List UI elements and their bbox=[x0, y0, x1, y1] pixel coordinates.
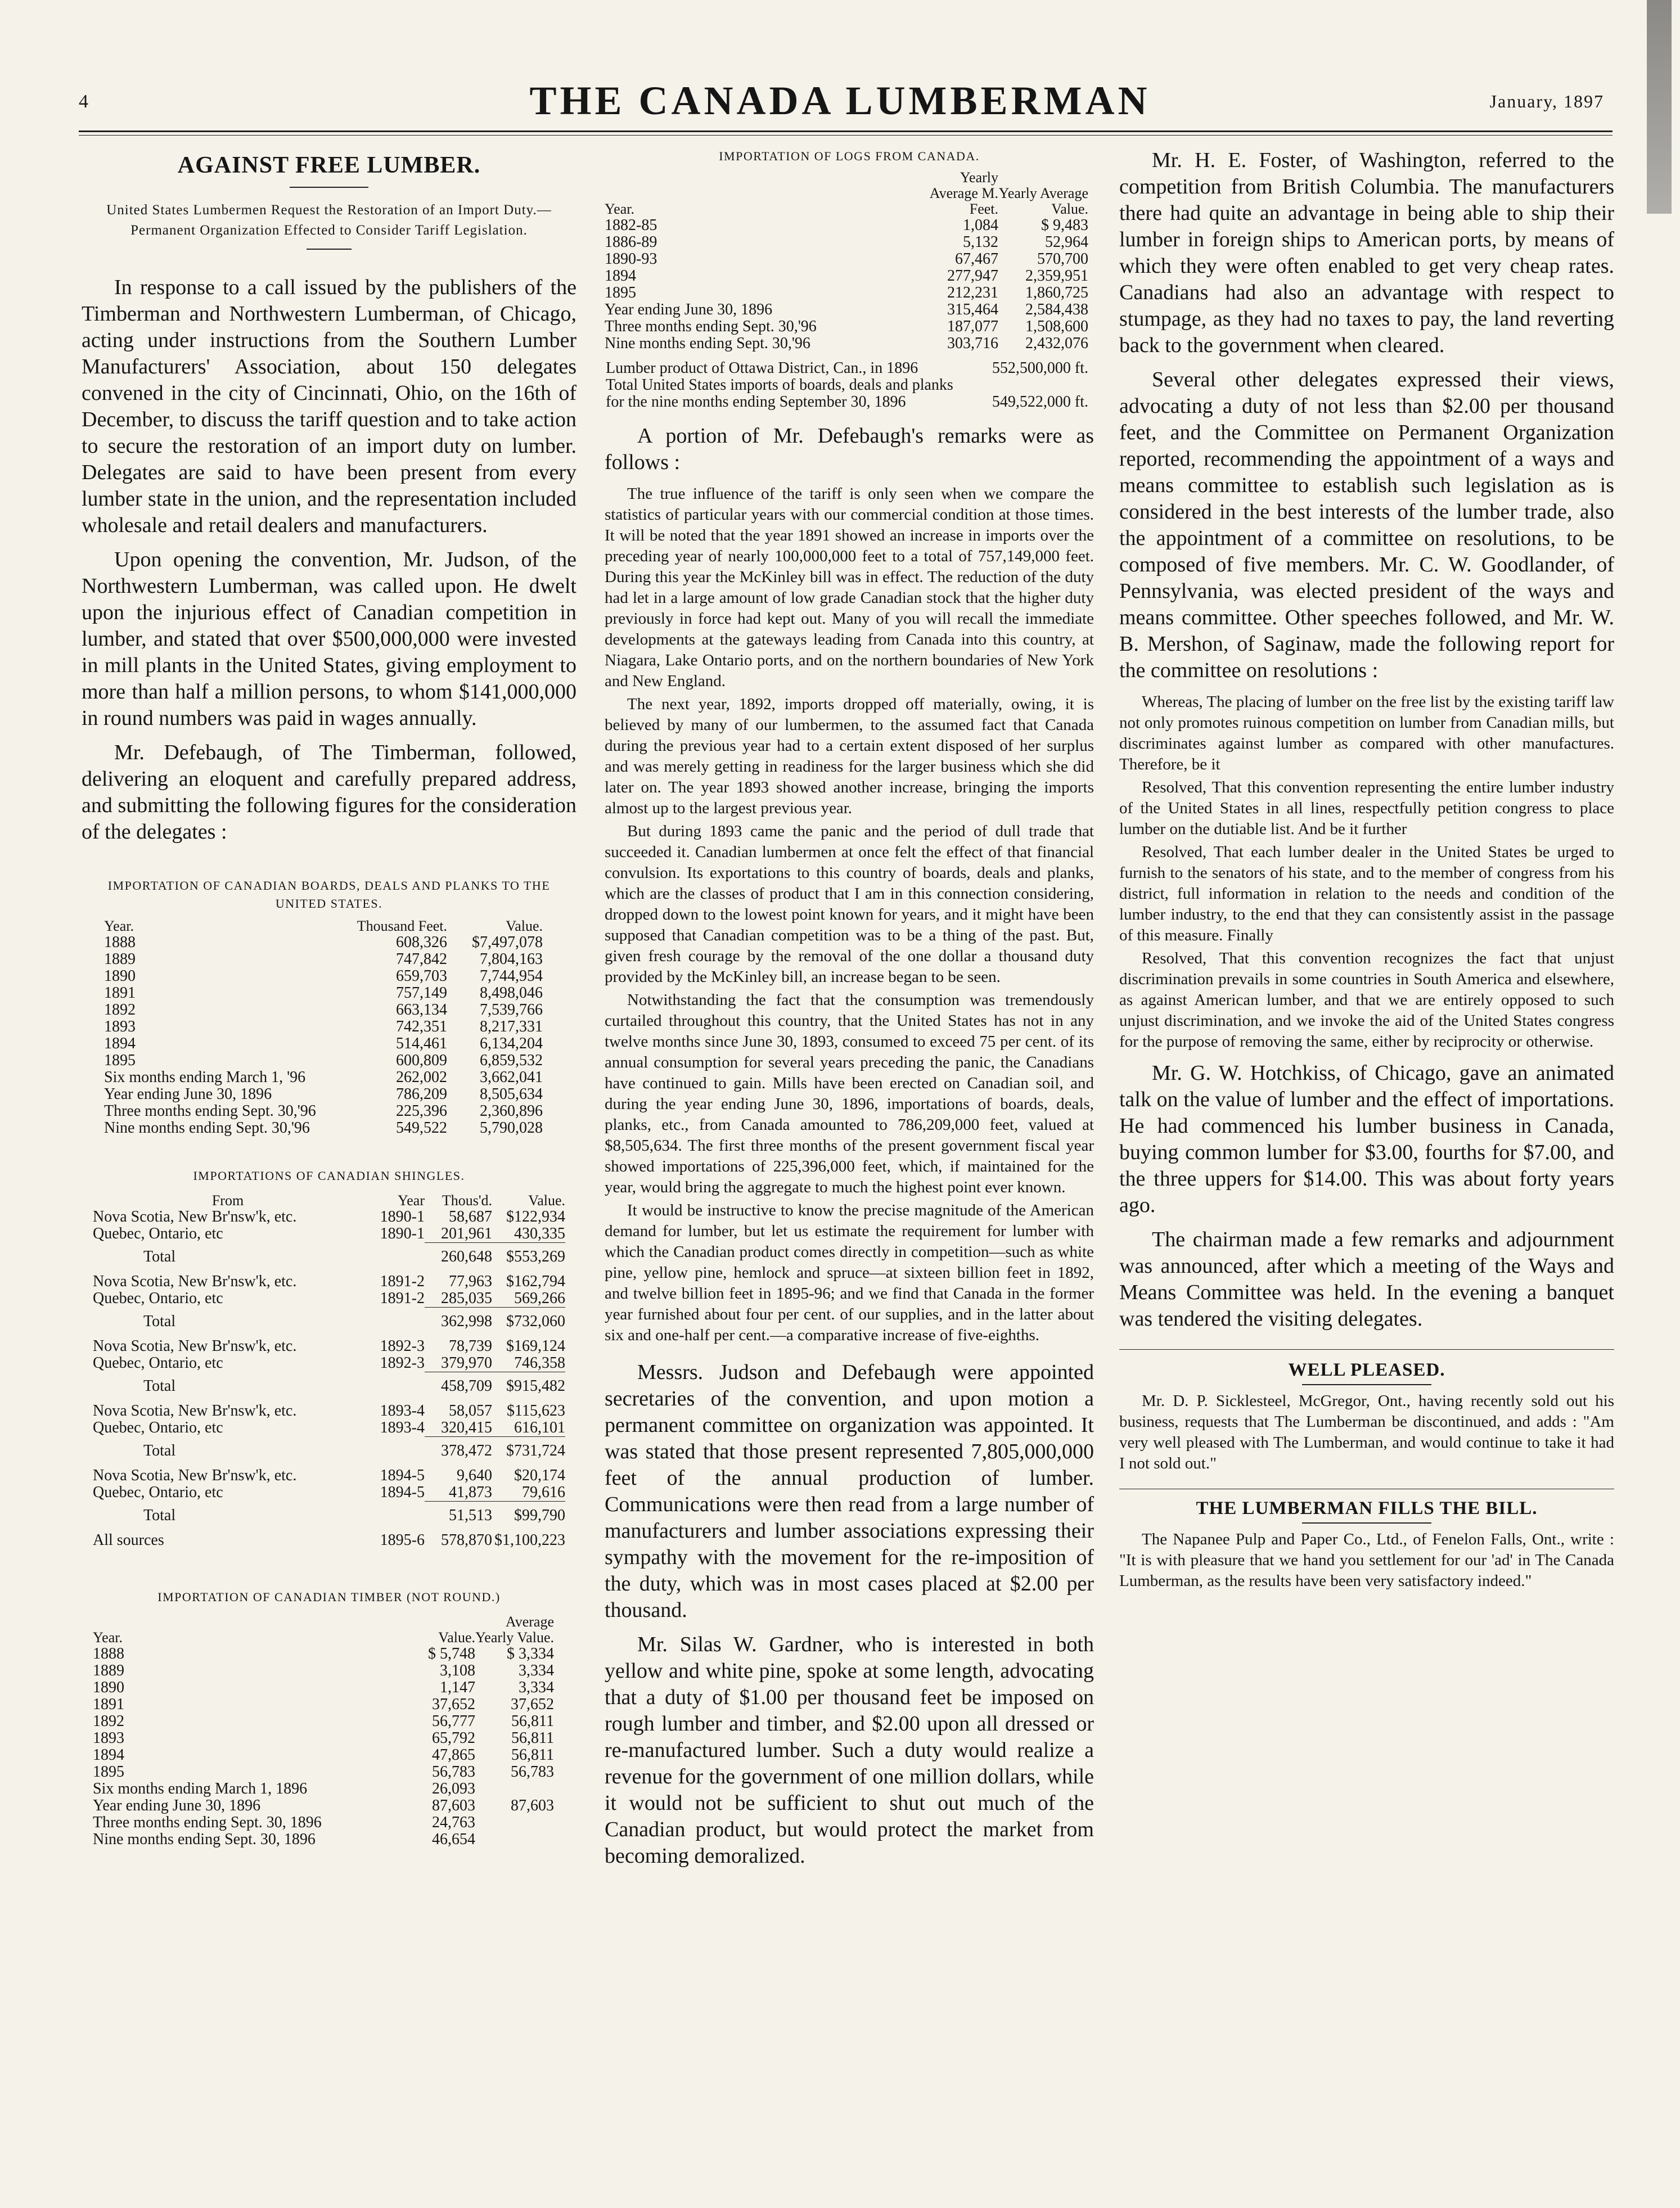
table-cell: 285,035 bbox=[441, 1290, 492, 1307]
column-2 bbox=[605, 147, 1094, 1869]
table-cell: 608,326 bbox=[396, 934, 447, 951]
table-cell: 663,134 bbox=[396, 1001, 447, 1019]
table-cell: 7,804,163 bbox=[480, 950, 543, 968]
table-cell: 212,231 bbox=[947, 284, 998, 301]
table-cell: 2,584,438 bbox=[1025, 301, 1088, 318]
total-label: Total bbox=[143, 1441, 176, 1459]
table-cell: 569,266 bbox=[514, 1290, 565, 1307]
table-cell: 1890-1 bbox=[380, 1208, 425, 1225]
table-cell: 24,763 bbox=[432, 1814, 475, 1831]
table-cell bbox=[475, 1831, 554, 1848]
table-cell: 56,811 bbox=[511, 1713, 554, 1730]
column-header: Year. bbox=[605, 201, 634, 217]
defebaugh-quote bbox=[605, 484, 1094, 1346]
total-row bbox=[93, 1308, 565, 1339]
table-cell: $122,934 bbox=[506, 1208, 565, 1225]
paragraph: Mr. G. W. Hotchkiss, of Chicago, gave an animated talk on the value of lumber and the effect of importations. He had commenced his lumber business in Canada, buying common lumber for $3.00, fourths for $7.00, and the three uppers for $14.00. This was about forty years ago. bbox=[1119, 1061, 1614, 1217]
table-cell: 56,777 bbox=[432, 1713, 475, 1730]
table-cell: 37,652 bbox=[511, 1696, 554, 1713]
total-value: $731,724 bbox=[492, 1437, 565, 1468]
row-label: Nine months ending Sept. 30, 1896 bbox=[93, 1831, 316, 1848]
table-cell: 5,790,028 bbox=[480, 1119, 543, 1137]
headline-rule bbox=[1302, 1522, 1431, 1524]
masthead-title: THE CANADA LUMBERMAN bbox=[529, 78, 1151, 123]
table-cell: $7,497,078 bbox=[472, 934, 543, 951]
table-cell: $20,174 bbox=[514, 1467, 565, 1484]
total-label: Total bbox=[143, 1247, 176, 1265]
table-cell: $169,124 bbox=[506, 1337, 565, 1355]
paragraph bbox=[605, 1632, 1094, 1869]
paragraph: Mr. H. E. Foster, of Washington, referred to the competition from British Columbia. The manufacturers there had quite an advantage in being able to ship their lumber in foreign ships to American ports, by means of which they were often enabled to get very cheap rates. Canadians had also an advantage with respect to stumpage, as they had no taxes to pay, the land reverting back to the government when cleared. bbox=[1119, 148, 1614, 357]
table-cell: 1,508,600 bbox=[1025, 318, 1088, 335]
note-value: 549,522,000 ft. bbox=[992, 393, 1088, 411]
article-body-2 bbox=[605, 423, 1094, 476]
table-cell: 87,603 bbox=[432, 1797, 475, 1814]
column-header: Yearly Average M. Feet. bbox=[929, 169, 998, 217]
total-value: $99,790 bbox=[492, 1502, 565, 1533]
row-label: 1882-85 bbox=[605, 217, 657, 234]
fills-bill-headline: THE LUMBERMAN FILLS THE BILL. bbox=[1196, 1498, 1538, 1518]
table-cell: 430,335 bbox=[514, 1225, 565, 1242]
row-label: Quebec, Ontario, etc bbox=[93, 1484, 223, 1502]
total-value: 260,648 bbox=[425, 1243, 492, 1274]
row-label: Year ending June 30, 1896 bbox=[104, 1085, 272, 1103]
row-label: Quebec, Ontario, etc bbox=[93, 1354, 223, 1372]
row-label: Three months ending Sept. 30,'96 bbox=[605, 318, 817, 335]
row-label: 1890 bbox=[104, 967, 136, 985]
table-cell: 2,359,951 bbox=[1025, 267, 1088, 285]
table-cell: 1891-2 bbox=[380, 1273, 425, 1290]
table-row bbox=[104, 968, 543, 985]
row-label: 1891 bbox=[93, 1696, 124, 1713]
note-label: Total United States imports of boards, deals and planks for the nine months ending September 30, 1896 bbox=[606, 376, 953, 411]
row-label: 1894 bbox=[605, 267, 636, 285]
row-label: 1895 bbox=[104, 1052, 136, 1069]
total-value: 362,998 bbox=[425, 1308, 492, 1339]
column-header: Year bbox=[398, 1192, 425, 1209]
row-label: 1889 bbox=[104, 950, 136, 968]
table-row bbox=[93, 1747, 554, 1764]
table-row bbox=[93, 1679, 554, 1696]
table-row bbox=[93, 1814, 554, 1831]
row-label: 1893 bbox=[104, 1018, 136, 1035]
paragraph: Upon opening the convention, Mr. Judson, of the Northwestern Lumberman, was called upon. He dwelt upon the injurious effect of Canadian competition in lumber, and stated that over $500,000,000 were invested in mill plants in the United States, giving employment to more than half a million persons, to whom $141,000,000 in round numbers was paid in wages annually. bbox=[82, 548, 576, 730]
table-cell: 8,498,046 bbox=[480, 984, 543, 1002]
total-label: Total bbox=[143, 1377, 176, 1395]
table-cell: 277,947 bbox=[947, 267, 998, 285]
row-label: Three months ending Sept. 30,'96 bbox=[104, 1102, 316, 1120]
table-cell: 201,961 bbox=[441, 1225, 492, 1242]
table-row bbox=[104, 1035, 543, 1052]
article-body-3 bbox=[605, 1359, 1094, 1869]
row-label: Year ending June 30, 1896 bbox=[605, 301, 773, 318]
row-label: Nine months ending Sept. 30,'96 bbox=[605, 335, 810, 352]
table-cell: 1890-1 bbox=[380, 1225, 425, 1243]
table-row bbox=[605, 335, 1088, 352]
table-row bbox=[93, 1420, 565, 1437]
column-header: Value. bbox=[438, 1629, 475, 1646]
table-row bbox=[605, 301, 1088, 318]
table-row bbox=[605, 217, 1088, 234]
row-label: 1889 bbox=[93, 1662, 124, 1679]
total-row bbox=[93, 1437, 565, 1468]
table-cell: 746,358 bbox=[514, 1354, 565, 1372]
table-row bbox=[104, 985, 543, 1002]
total-value: 378,472 bbox=[425, 1437, 492, 1468]
well-pleased-headline: WELL PLEASED. bbox=[1288, 1360, 1445, 1380]
table-row bbox=[93, 1646, 554, 1662]
column-1 bbox=[82, 147, 576, 1848]
row-label: Three months ending Sept. 30, 1896 bbox=[93, 1814, 322, 1831]
table-row bbox=[605, 285, 1088, 301]
table-cell: $ 3,334 bbox=[507, 1645, 554, 1662]
article-deck: United States Lumbermen Request the Restoration of an Import Duty.—Permanent Organization Effected to Consider Tariff Legislation. bbox=[106, 202, 552, 238]
note-value: 552,500,000 ft. bbox=[992, 359, 1088, 377]
column-header: Yearly Average Value. bbox=[998, 185, 1088, 217]
row-label: 1888 bbox=[93, 1645, 124, 1662]
table-row bbox=[93, 1484, 565, 1502]
column-header: Thousand Feet. bbox=[357, 918, 447, 934]
row-label: Quebec, Ontario, etc bbox=[93, 1290, 223, 1308]
table-row bbox=[605, 318, 1088, 335]
column-3 bbox=[1119, 147, 1614, 1594]
table-row bbox=[104, 951, 543, 968]
row-label: Nova Scotia, New Br'nsw'k, etc. bbox=[93, 1273, 297, 1290]
table-cell: 8,217,331 bbox=[480, 1018, 543, 1035]
table-row bbox=[93, 1209, 565, 1225]
column-header: Value. bbox=[528, 1192, 565, 1209]
deck-rule bbox=[307, 249, 352, 250]
quote-paragraph: It would be instructive to know the precise magnitude of the American demand for lumber, but let us estimate the requirement for lumber with which the Canadian product comes directly in competition—such as white pine, yellow pine, hemlock and spruce—at sixteen billion feet in 1892, and twelve billion feet in 1895-96; and we find that Canada in the former year furnished about four per cent. of our supplies, and in the latter about six and one-half per cent.—a comparative increase of five-eighths. bbox=[605, 1201, 1094, 1344]
table-row bbox=[93, 1713, 554, 1730]
note-label: Lumber product of Ottawa District, Can., in 1896 bbox=[606, 359, 918, 377]
table-row bbox=[104, 1002, 543, 1019]
row-label: Year ending June 30, 1896 bbox=[93, 1797, 261, 1814]
column-header: Thous'd. bbox=[442, 1192, 492, 1209]
table-cell: 6,859,532 bbox=[480, 1052, 543, 1069]
total-label: Total bbox=[143, 1312, 176, 1330]
table-cell: 56,783 bbox=[432, 1763, 475, 1781]
table-cell: 77,963 bbox=[449, 1273, 492, 1290]
table-cell: 262,002 bbox=[396, 1069, 447, 1086]
row-label: Nova Scotia, New Br'nsw'k, etc. bbox=[93, 1402, 297, 1420]
table-cell: $115,623 bbox=[507, 1402, 565, 1420]
table-cell: 79,616 bbox=[522, 1484, 565, 1501]
table-cell: 7,539,766 bbox=[480, 1001, 543, 1019]
row-label: Nova Scotia, New Br'nsw'k, etc. bbox=[93, 1337, 297, 1355]
all-sources-row bbox=[93, 1532, 565, 1549]
row-label: 1892 bbox=[104, 1001, 136, 1019]
row-label: 1894 bbox=[93, 1746, 124, 1764]
masthead-rule-thin bbox=[79, 135, 1613, 136]
table-cell: $162,794 bbox=[506, 1273, 565, 1290]
table-cell: 56,811 bbox=[511, 1746, 554, 1764]
row-label: 1886-89 bbox=[605, 233, 657, 251]
resolutions bbox=[1119, 692, 1614, 1052]
table-cell: 786,209 bbox=[396, 1085, 447, 1103]
logs-table bbox=[605, 170, 1088, 352]
table-cell: 616,101 bbox=[514, 1419, 565, 1436]
resolution: Whereas, The placing of lumber on the free list by the existing tariff law not only promotes ruinous competition on lumber from Canadian mills, but discriminates against lumber as compared with other manufactures. Therefore, be it bbox=[1119, 693, 1614, 773]
headline-rule bbox=[290, 187, 368, 188]
row-label: Nova Scotia, New Br'nsw'k, etc. bbox=[93, 1467, 297, 1484]
table-row bbox=[605, 234, 1088, 251]
table-cell: 65,792 bbox=[432, 1729, 475, 1747]
table-cell: 225,396 bbox=[396, 1102, 447, 1120]
table-cell: 1892-3 bbox=[380, 1337, 425, 1355]
timber-table bbox=[93, 1614, 554, 1848]
table-cell: 7,744,954 bbox=[480, 967, 543, 985]
fills-bill-notice bbox=[1119, 1529, 1614, 1592]
table-cell: 1894-5 bbox=[380, 1484, 425, 1502]
table-row bbox=[104, 934, 543, 951]
total-row bbox=[93, 1502, 565, 1533]
table-cell: 315,464 bbox=[947, 301, 998, 318]
table-row bbox=[93, 1403, 565, 1420]
table-cell: 1893-4 bbox=[380, 1419, 425, 1437]
row-label: 1890 bbox=[93, 1679, 124, 1696]
table-cell: 1895-6 bbox=[380, 1531, 425, 1549]
row-label: 1895 bbox=[605, 284, 636, 301]
shingles-table bbox=[93, 1193, 565, 1549]
table-row bbox=[605, 268, 1088, 285]
article-body-5 bbox=[1119, 1060, 1614, 1332]
paragraph: Messrs. Judson and Defebaugh were appointed secretaries of the convention, and upon motion a permanent committee on organization was appointed. It was stated that those present represented 7,805,000,000 feet of the annual production of lumber. Communications were then read from a large number of manufacturers and lumber associations expressing their sympathy with the movement for the re-imposition of the duty, which was in most cases placed at $2.00 per thousand. bbox=[605, 1360, 1094, 1622]
article-headline: AGAINST FREE LUMBER. bbox=[177, 152, 481, 178]
logs-notes bbox=[605, 360, 1088, 411]
table-cell: 78,739 bbox=[449, 1337, 492, 1355]
table-cell: 46,654 bbox=[432, 1831, 475, 1848]
table-row bbox=[93, 1225, 565, 1243]
row-label: 1888 bbox=[104, 934, 136, 951]
table-cell: 570,700 bbox=[1037, 250, 1088, 268]
table-row bbox=[104, 1086, 543, 1103]
table-cell: 514,461 bbox=[396, 1035, 447, 1052]
table-row bbox=[93, 1662, 554, 1679]
row-label: Quebec, Ontario, etc bbox=[93, 1225, 223, 1243]
table-cell: 578,870 bbox=[441, 1531, 492, 1549]
row-label: Nova Scotia, New Br'nsw'k, etc. bbox=[93, 1208, 297, 1225]
notice-text: The Napanee Pulp and Paper Co., Ltd., of Fenelon Falls, Ont., write : "It is with pleasure that we hand you settlement for our 'ad' in The Canada Lumberman, as the results have been very satisfactory indeed." bbox=[1119, 1530, 1614, 1590]
quote-paragraph: But during 1893 came the panic and the period of dull trade that succeeded it. Canadian lumbermen at once felt the effect of that financial convulsion. Its exportations to this country of boards, deals and planks, which are the classes of product that I am in this connection considering, dropped down to the lowest point known for years, and it might have been supposed that Canadian competition was to be a thing of the past. But, given fresh courage by the removal of the one dollar a thousand duty provided by the McKinley bill, an increase began to be seen. bbox=[605, 822, 1094, 986]
row-label: Six months ending March 1, '96 bbox=[104, 1069, 306, 1086]
table-row bbox=[93, 1831, 554, 1848]
well-pleased-notice bbox=[1119, 1391, 1614, 1474]
row-label: All sources bbox=[93, 1531, 164, 1549]
row-label: Six months ending March 1, 1896 bbox=[93, 1780, 308, 1797]
table-cell: 659,703 bbox=[396, 967, 447, 985]
table-cell: 9,640 bbox=[457, 1467, 492, 1484]
row-label: 1890-93 bbox=[605, 250, 657, 268]
table-cell: 1894-5 bbox=[380, 1467, 425, 1484]
total-label: Total bbox=[143, 1506, 176, 1524]
total-value: $915,482 bbox=[492, 1372, 565, 1403]
table-cell: 757,149 bbox=[396, 984, 447, 1002]
table-row bbox=[93, 1797, 554, 1814]
paragraph: In response to a call issued by the publishers of the Timberman and Northwestern Lumberman, of Chicago, acting under instructions from the Southern Lumber Manufacturers' Association, about 150 delegates convened in the city of Cincinnati, Ohio, on the 16th of December, to discuss the tariff question and to take action to secure the restoration of an import duty on lumber. Delegates are said to have been present from every lumber state in the union, and the representation included wholesale and retail dealers and manufacturers. bbox=[82, 276, 576, 537]
table-cell: 37,652 bbox=[432, 1696, 475, 1713]
boards-table bbox=[104, 918, 543, 1137]
column-header: Value. bbox=[506, 918, 543, 934]
notice-text: Mr. D. P. Sicklesteel, McGregor, Ont., having recently sold out his business, requests that The Lumberman be discontinued, and adds : "Am very well pleased with The Lumberman, and would continue to take it had I not sold out." bbox=[1119, 1392, 1614, 1472]
table-cell: 56,783 bbox=[511, 1763, 554, 1781]
table-row bbox=[104, 1019, 543, 1035]
table-row bbox=[93, 1764, 554, 1781]
table-cell: 549,522 bbox=[396, 1119, 447, 1137]
page-number: 4 bbox=[79, 91, 88, 112]
total-row bbox=[93, 1372, 565, 1403]
table-cell: 600,809 bbox=[396, 1052, 447, 1069]
row-label: 1891 bbox=[104, 984, 136, 1002]
masthead-rule bbox=[79, 130, 1613, 132]
table-cell: 1,147 bbox=[440, 1679, 475, 1696]
table-cell: 1891-2 bbox=[380, 1290, 425, 1308]
table-cell bbox=[475, 1781, 554, 1797]
table-row bbox=[93, 1273, 565, 1290]
headline-rule bbox=[1302, 1384, 1431, 1385]
table-row bbox=[93, 1355, 565, 1372]
table-cell: 3,334 bbox=[519, 1679, 554, 1696]
table-cell: 58,057 bbox=[449, 1402, 492, 1420]
table-row bbox=[93, 1696, 554, 1713]
table-cell: 742,351 bbox=[396, 1018, 447, 1035]
table-cell: 1892-3 bbox=[380, 1354, 425, 1372]
quote-paragraph: The next year, 1892, imports dropped off materially, owing, it is believed by many of our lumbermen, to the assumed fact that Canada during the previous year had to a certain extent disposed of her surplus and was merely getting in readiness for the larger business which she did later on. The year 1893 showed another increase, bringing the imports almost up to the largest previous year. bbox=[605, 695, 1094, 817]
table-row bbox=[93, 1338, 565, 1355]
table-row bbox=[93, 1781, 554, 1797]
quote-paragraph: The true influence of the tariff is only seen when we compare the statistics of particular years with our commercial condition at those times. It will be noted that the year 1891 showed an increase in imports over the preceding year of nearly 100,000,000 feet to a total of 757,149,000 feet. During this year the McKinley bill was in effect. The reduction of the duty had let in a large amount of low grade Canadian stock that the higher duty previously in force had kept out. Many of you will recall the immediate developments at the gateways leading from Canada into this country, at Niagara, Lake Ontario ports, and on the northern boundaries of New York and New England. bbox=[605, 485, 1094, 690]
row-label: 1893 bbox=[93, 1729, 124, 1747]
paragraph: Mr. Defebaugh, of The Timberman, followed, delivering an eloquent and carefully prepared address, and submitting the following figures for the consideration of the delegates : bbox=[82, 741, 576, 844]
table-cell: $ 9,483 bbox=[1041, 217, 1088, 234]
table-title-shingles: IMPORTATIONS OF CANADIAN SHINGLES. bbox=[193, 1169, 465, 1183]
table-cell: 47,865 bbox=[432, 1746, 475, 1764]
table-cell: 187,077 bbox=[947, 318, 998, 335]
row-label: Quebec, Ontario, etc bbox=[93, 1419, 223, 1437]
table-cell: 303,716 bbox=[947, 335, 998, 352]
table-cell: 26,093 bbox=[432, 1780, 475, 1797]
table-cell: 41,873 bbox=[449, 1484, 492, 1501]
table-cell: $ 5,748 bbox=[428, 1645, 475, 1662]
table-row bbox=[104, 1120, 543, 1137]
total-value: $732,060 bbox=[492, 1308, 565, 1339]
total-value: 51,513 bbox=[425, 1502, 492, 1533]
table-row bbox=[93, 1467, 565, 1484]
table-cell: 747,842 bbox=[396, 950, 447, 968]
table-cell: $1,100,223 bbox=[494, 1531, 565, 1549]
column-header: Year. bbox=[93, 1629, 123, 1646]
row-label: 1892 bbox=[93, 1713, 124, 1730]
total-value: 458,709 bbox=[425, 1372, 492, 1403]
resolution: Resolved, That this convention recognizes the fact that unjust discrimination prevails in some countries in South America and elsewhere, as against American lumber, and that we are entirely opposed to such unjust discrimination, and we invoke the aid of the United States congress for the purpose of removing the same, either by reciprocity or otherwise. bbox=[1119, 949, 1614, 1051]
table-cell: 1893-4 bbox=[380, 1402, 425, 1420]
paragraph-start: Mr. Silas W. Gardner, who is interested in both yellow and white pine, spoke at some length, advocating that a duty of $1.00 per thousand feet be imposed on rough lumber and timber, and $2.00 upon all dressed or re-manufactured lumber. Such a duty would realize a revenue for the government of one million dollars, while it would not be sufficient to shut out much of the Canadian product, but would protect the market from becoming demoralized. bbox=[605, 1633, 1094, 1868]
table-cell: 1,860,725 bbox=[1025, 284, 1088, 301]
table-cell: 3,662,041 bbox=[480, 1069, 543, 1086]
table-title-boards: IMPORTATION OF CANADIAN BOARDS, DEALS AND PLANKS TO THE UNITED STATES. bbox=[107, 878, 551, 911]
table-cell: 3,108 bbox=[440, 1662, 475, 1679]
row-label: 1895 bbox=[93, 1763, 124, 1781]
table-title-timber: IMPORTATION OF CANADIAN TIMBER (NOT ROUND.) bbox=[157, 1590, 501, 1604]
table-cell: 58,687 bbox=[449, 1208, 492, 1225]
total-row bbox=[93, 1243, 565, 1274]
table-cell: 67,467 bbox=[955, 250, 998, 268]
paragraph: A portion of Mr. Defebaugh's remarks were as follows : bbox=[605, 424, 1094, 474]
quote-paragraph: Notwithstanding the fact that the consumption was tremendously curtailed throughout this country, that the United States has not in any twelve months since June 30, 1893, consumed to exceed 75 per cent. of its annual consumption for several years preceding the panic, the Canadians have continued to gain. Mills have been erected on Canadian soil, and during the year ending June 30, 1896, importations of boards, deals, planks, etc., from Canada amounted to 786,209,000 feet, valued at $8,505,634. The first three months of the present government fiscal year showed importations of 225,396,000 feet, which, if maintained for the year, would bring the aggregate to much the highest point ever known. bbox=[605, 991, 1094, 1196]
table-row bbox=[104, 1069, 543, 1086]
table-title-logs: IMPORTATION OF LOGS FROM CANADA. bbox=[719, 149, 980, 163]
table-cell: 379,970 bbox=[441, 1354, 492, 1372]
resolution: Resolved, That each lumber dealer in the United States be urged to furnish to the senators of his state, and to the member of congress from his district, full information in relation to the needs and condition of the lumber industry, to the end that they can consistently assist in the passage of this measure. Finally bbox=[1119, 843, 1614, 944]
total-value: $553,269 bbox=[492, 1243, 565, 1274]
article-body-4 bbox=[1119, 147, 1614, 684]
table-cell: 2,432,076 bbox=[1025, 335, 1088, 352]
table-cell: 56,811 bbox=[511, 1729, 554, 1747]
table-row bbox=[93, 1290, 565, 1308]
table-row bbox=[605, 251, 1088, 268]
table-cell bbox=[475, 1814, 554, 1831]
paragraph: Several other delegates expressed their views, advocating a duty of not less than $2.00 per thousand feet, and the Committee on Permanent Organization reported, recommending the appointment of a ways and means committee to establish such legislation as is considered in the best interests of the lumber trade, also the appointment of a committee on resolutions, to be composed of five members. Mr. C. W. Goodlander, of Pennsylvania, was elected president of the ways and means committee. Other speeches followed, and Mr. W. B. Mershon, of Saginaw, made the following report for the committee on resolutions : bbox=[1119, 368, 1614, 682]
row-label: Nine months ending Sept. 30,'96 bbox=[104, 1119, 310, 1137]
table-cell: 2,360,896 bbox=[480, 1102, 543, 1120]
section-rule bbox=[1119, 1349, 1614, 1350]
paragraph: The chairman made a few remarks and adjournment was announced, after which a meeting of the Ways and Means Committee was held. In the evening a banquet was tendered the visiting delegates. bbox=[1119, 1228, 1614, 1331]
table-cell: 6,134,204 bbox=[480, 1035, 543, 1052]
resolution: Resolved, That this convention representing the entire lumber industry of the United States in all lines, respectfully petition congress to place lumber on the dutiable list. And be it further bbox=[1119, 778, 1614, 838]
row-label: 1894 bbox=[104, 1035, 136, 1052]
issue-date: January, 1897 bbox=[1489, 91, 1604, 111]
table-cell: 5,132 bbox=[963, 233, 998, 251]
table-cell: 87,603 bbox=[511, 1797, 554, 1814]
table-row bbox=[104, 1103, 543, 1120]
article-body-1 bbox=[82, 274, 576, 845]
table-cell: 8,505,634 bbox=[480, 1085, 543, 1103]
table-cell: 52,964 bbox=[1045, 233, 1088, 251]
table-cell: 1,084 bbox=[963, 217, 998, 234]
column-header: Year. bbox=[104, 918, 134, 934]
column-header: Average Yearly Value. bbox=[475, 1614, 554, 1646]
table-cell: 320,415 bbox=[441, 1419, 492, 1436]
column-header: From bbox=[211, 1192, 244, 1209]
table-row bbox=[93, 1730, 554, 1747]
table-row bbox=[104, 1052, 543, 1069]
table-cell: 3,334 bbox=[519, 1662, 554, 1679]
